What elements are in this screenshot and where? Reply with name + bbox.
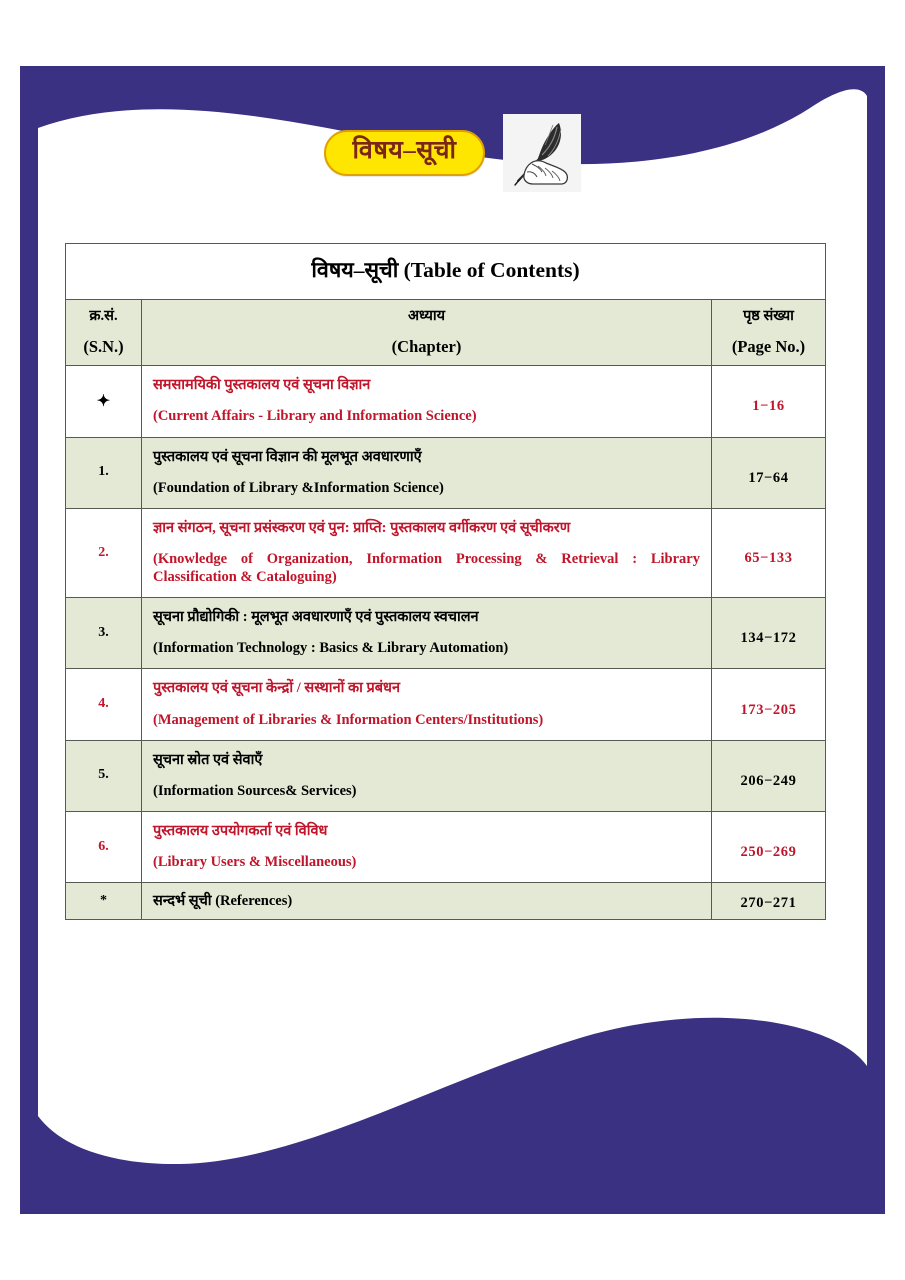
chapter-title-english: (Knowledge of Organization, Information Processing & Retrieval : Library Classification & Cataloguing) <box>153 550 700 586</box>
column-header-chapter-english: (Chapter) <box>391 337 462 357</box>
chapter-title-hindi: ज्ञान संगठन, सूचना प्रसंस्करण एवं पुन: प्राप्ति: पुस्तकालय वर्गीकरण एवं सूचीकरण <box>153 519 571 536</box>
chapter-title-hindi: पुस्तकालय एवं सूचना विज्ञान की मूलभूत अवधारणाएँ <box>153 448 422 465</box>
row-serial-number: 5. <box>66 740 142 811</box>
table-header-row <box>66 299 826 366</box>
chapter-title-english: (Information Sources& Services) <box>153 782 357 799</box>
row-chapter-title <box>142 508 712 597</box>
chapter-title-hindi: समसामयिकी पुस्तकालय एवं सूचना विज्ञान <box>153 377 371 394</box>
table-title-row <box>66 244 826 300</box>
table-title: विषय–सूची (Table of Contents) <box>66 244 826 300</box>
chapter-title-english: (Information Technology : Basics & Library Automation) <box>153 640 509 657</box>
chapter-title-english: (Management of Libraries & Information Centers/Institutions) <box>153 711 544 728</box>
chapter-title-hindi: सूचना प्रौद्योगिकी : मूलभूत अवधारणाएँ एवं पुस्तकालय स्वचालन <box>153 609 479 626</box>
table-row[interactable] <box>66 811 826 882</box>
row-page-range: 250−269 <box>712 811 826 882</box>
row-serial-number: 6. <box>66 811 142 882</box>
hand-with-quill-pen-icon <box>503 114 581 192</box>
row-chapter-title <box>142 366 712 437</box>
table-of-contents <box>65 243 826 920</box>
chapter-title-hindi: पुस्तकालय उपयोगकर्ता एवं विविध <box>153 822 328 839</box>
row-serial-number: 1. <box>66 437 142 508</box>
row-serial-number: 3. <box>66 598 142 669</box>
table-row[interactable] <box>66 740 826 811</box>
row-page-range: 134−172 <box>712 598 826 669</box>
row-serial-number: 2. <box>66 508 142 597</box>
chapter-title-english: (Library Users & Miscellaneous) <box>153 854 357 871</box>
quill-illustration <box>509 119 575 187</box>
row-chapter-title <box>142 740 712 811</box>
chapter-title-hindi: सूचना स्रोत एवं सेवाएँ <box>153 751 263 768</box>
chapter-title-english: (Current Affairs - Library and Information Science) <box>153 408 477 425</box>
table-row[interactable] <box>66 366 826 437</box>
row-chapter-title <box>142 811 712 882</box>
row-serial-number: 4. <box>66 669 142 740</box>
column-header-page <box>712 299 826 366</box>
column-header-page-english: (Page No.) <box>731 337 806 357</box>
column-header-sn <box>66 299 142 366</box>
table-row[interactable] <box>66 508 826 597</box>
row-chapter-title <box>142 598 712 669</box>
document-header <box>0 108 905 198</box>
column-header-chapter <box>142 299 712 366</box>
row-page-range: 65−133 <box>712 508 826 597</box>
row-serial-number <box>66 366 142 437</box>
column-header-sn-english: (S.N.) <box>83 337 124 357</box>
chapter-title-hindi: सन्दर्भ सूची (References) <box>153 893 293 910</box>
table-row[interactable] <box>66 669 826 740</box>
column-header-chapter-hindi: अध्याय <box>407 307 446 324</box>
table-row[interactable] <box>66 437 826 508</box>
table-row[interactable] <box>66 883 826 920</box>
page-title-banner: विषय–सूची <box>324 130 484 176</box>
chapter-title-english: (Foundation of Library &Information Science) <box>153 479 444 496</box>
column-header-page-hindi: पृष्ठ संख्या <box>743 307 794 324</box>
row-chapter-title <box>142 883 712 920</box>
row-serial-number: * <box>66 883 142 920</box>
row-page-range: 17−64 <box>712 437 826 508</box>
chapter-title-hindi: पुस्तकालय एवं सूचना केन्द्रों / सस्थानों का प्रबंधन <box>153 680 401 697</box>
diamond-bullet-icon: ✦ <box>96 392 111 410</box>
row-chapter-title <box>142 669 712 740</box>
row-page-range: 1−16 <box>712 366 826 437</box>
row-page-range: 173−205 <box>712 669 826 740</box>
row-page-range: 270−271 <box>712 883 826 920</box>
row-chapter-title <box>142 437 712 508</box>
table-row[interactable] <box>66 598 826 669</box>
row-page-range: 206−249 <box>712 740 826 811</box>
column-header-sn-hindi: क्र.सं. <box>89 307 118 324</box>
